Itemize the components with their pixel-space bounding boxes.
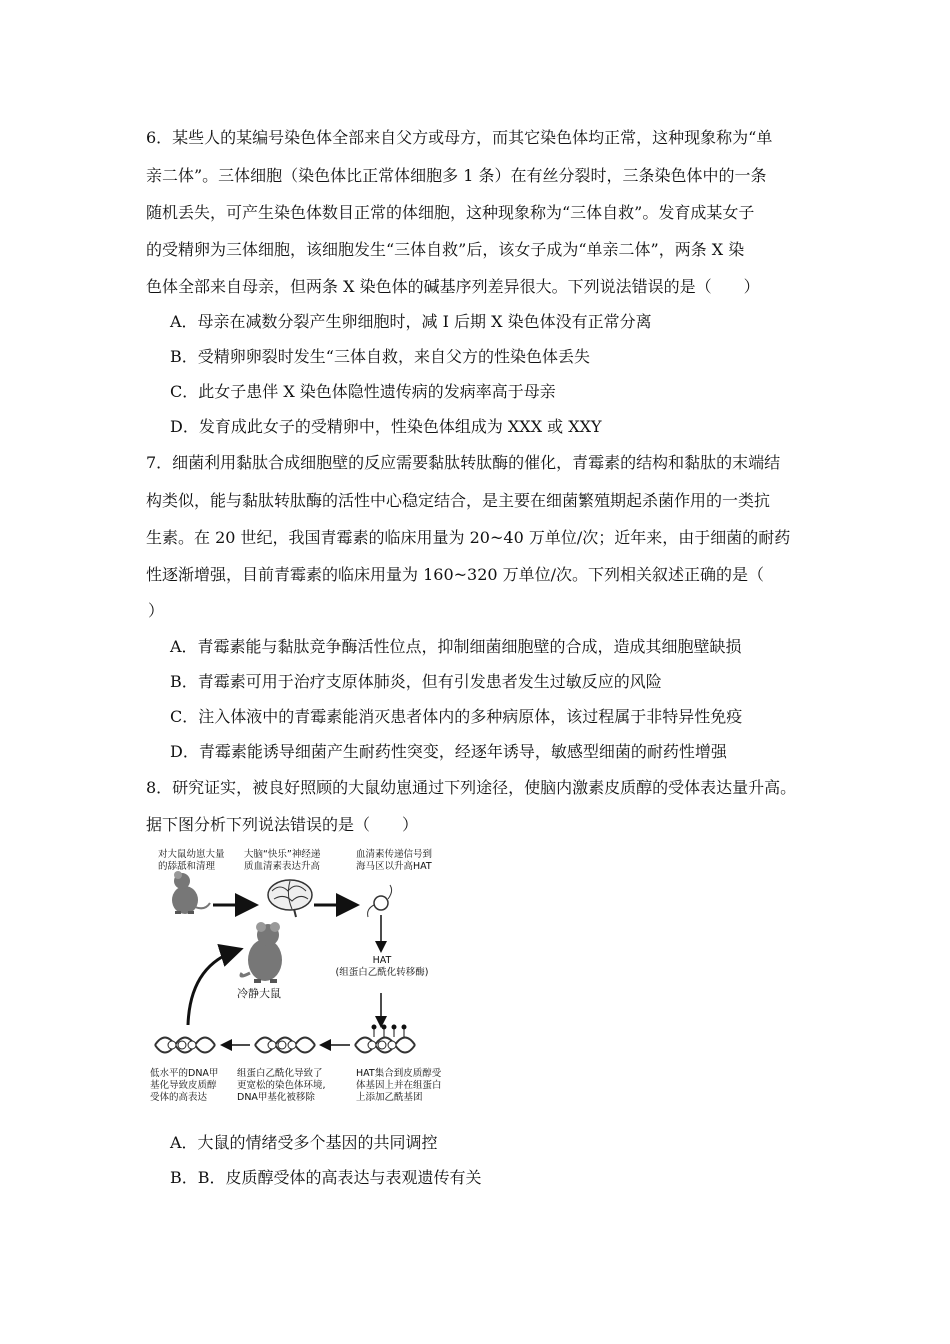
caption-calm-rat: 冷静大鼠 — [237, 987, 281, 1000]
dna-coil-icon-middle — [255, 1038, 315, 1053]
q7-option-a: A．青霉素能与黏肽竞争酶活性位点，抑制细菌细胞壁的合成，造成其细胞壁缺损 — [170, 637, 742, 656]
q8-option-a: A．大鼠的情绪受多个基因的共同调控 — [170, 1133, 438, 1152]
q6-option-d: D．发育成此女子的受精卵中，性染色体组成为 XXX 或 XXY — [170, 417, 602, 436]
neuron-icon — [368, 885, 392, 917]
q8-line-2: 据下图分析下列说法错误的是（ ） — [146, 815, 419, 834]
dna-coil-icon-left — [155, 1038, 215, 1053]
dna-coil-icon-right — [355, 1025, 415, 1053]
brain-icon — [268, 880, 312, 917]
caption-acetylation-line-2: 更宽松的染色体环境, — [237, 1080, 326, 1091]
caption-hippocampus-line-2: 海马区以升高HAT — [356, 861, 432, 872]
q8-option-b: B．B．皮质醇受体的高表达与表观遗传有关 — [170, 1168, 482, 1187]
q7-option-d: D．青霉素能诱导细菌产生耐药性突变，经逐年诱导，敏感型细菌的耐药性增强 — [170, 742, 727, 761]
caption-hat-line-1: HAT — [372, 955, 392, 966]
caption-hippocampus — [356, 849, 432, 873]
caption-acetylation-line-1: 组蛋白乙酰化导致了 — [237, 1068, 323, 1079]
q6-option-a: A．母亲在减数分裂产生卵细胞时，减 I 后期 X 染色体没有正常分离 — [170, 312, 652, 331]
caption-hat — [327, 955, 437, 979]
curved-arrow — [188, 950, 238, 1025]
caption-pup-licking-line-2: 的舔舐和清理 — [158, 861, 216, 872]
q7-line-5: ） — [148, 601, 165, 620]
caption-serotonin-line-1: 大脑“快乐”神经递 — [244, 849, 321, 860]
q6-option-c: C．此女子患伴 X 染色体隐性遗传病的发病率高于母亲 — [170, 382, 556, 401]
q8-line-1: 8．研究证实，被良好照顾的大鼠幼崽通过下列途径，使脑内激素皮质醇的受体表达量升高。 — [146, 778, 797, 797]
caption-low-methylation — [150, 1068, 218, 1104]
q6-line-2: 亲二体”。三体细胞（染色体比正常体细胞多 1 条）在有丝分裂时，三条染色体中的一条 — [146, 166, 767, 185]
caption-acetylation — [237, 1068, 326, 1104]
caption-serotonin — [244, 849, 320, 873]
q7-line-4: 性逐渐增强，目前青霉素的临床用量为 160~320 万单位/次。下列相关叙述正确的是（ — [146, 565, 765, 584]
caption-hat-binding-line-3: 上添加乙酰基团 — [356, 1092, 423, 1103]
q6-line-3: 随机丢失，可产生染色体数目正常的体细胞，这种现象称为“三体自救”。发育成某女子 — [146, 203, 755, 222]
q6-option-b: B．受精卵卵裂时发生“三体自救，来自父方的性染色体丢失 — [170, 347, 590, 366]
q7-option-c: C．注入体液中的青霉素能消灭患者体内的多种病原体，该过程属于非特异性免疫 — [170, 707, 743, 726]
calm-rat-icon — [241, 922, 282, 983]
caption-hat-line-2: (组蛋白乙酰化转移酶) — [335, 967, 429, 978]
q6-line-4: 的受精卵为三体细胞，该细胞发生“三体自救”后，该女子成为“单亲二体”，两条 X 染 — [146, 240, 745, 259]
caption-low-methylation-line-1: 低水平的DNA甲 — [150, 1068, 219, 1079]
caption-hat-binding-line-1: HAT集合到皮质醇受 — [356, 1068, 442, 1079]
q7-line-2: 构类似，能与黏肽转肽酶的活性中心稳定结合，是主要在细菌繁殖期起杀菌作用的一类抗 — [146, 491, 771, 510]
caption-pup-licking — [158, 849, 225, 873]
q7-option-b: B．青霉素可用于治疗支原体肺炎，但有引发患者发生过敏反应的风险 — [170, 672, 662, 691]
caption-pup-licking-line-1: 对大鼠幼崽大量 — [158, 849, 225, 860]
caption-low-methylation-line-3: 受体的高表达 — [150, 1092, 208, 1103]
caption-hat-binding-line-2: 体基因上并在组蛋白 — [356, 1080, 442, 1091]
caption-serotonin-line-2: 质血清素表达升高 — [244, 861, 321, 872]
q6-line-1: 6．某些人的某编号染色体全部来自父方或母方，而其它染色体均正常，这种现象称为“单 — [146, 128, 773, 147]
q7-line-1: 7．细菌利用黏肽合成细胞壁的反应需要黏肽转肽酶的催化，青霉素的结构和黏肽的末端结 — [146, 453, 781, 472]
caption-acetylation-line-3: DNA甲基化被移除 — [237, 1092, 315, 1103]
caption-hippocampus-line-1: 血清素传递信号到 — [356, 849, 433, 860]
caption-hat-binding — [356, 1068, 442, 1104]
rat-pup-icon — [172, 871, 210, 914]
q7-line-3: 生素。在 20 世纪，我国青霉素的临床用量为 20~40 万单位/次；近年来，由于细菌的耐药 — [146, 528, 791, 547]
q6-line-5: 色体全部来自母亲，但两条 X 染色体的碱基序列差异很大。下列说法错误的是（ ） — [146, 277, 760, 296]
caption-low-methylation-line-2: 基化导致皮质醇 — [150, 1080, 217, 1091]
